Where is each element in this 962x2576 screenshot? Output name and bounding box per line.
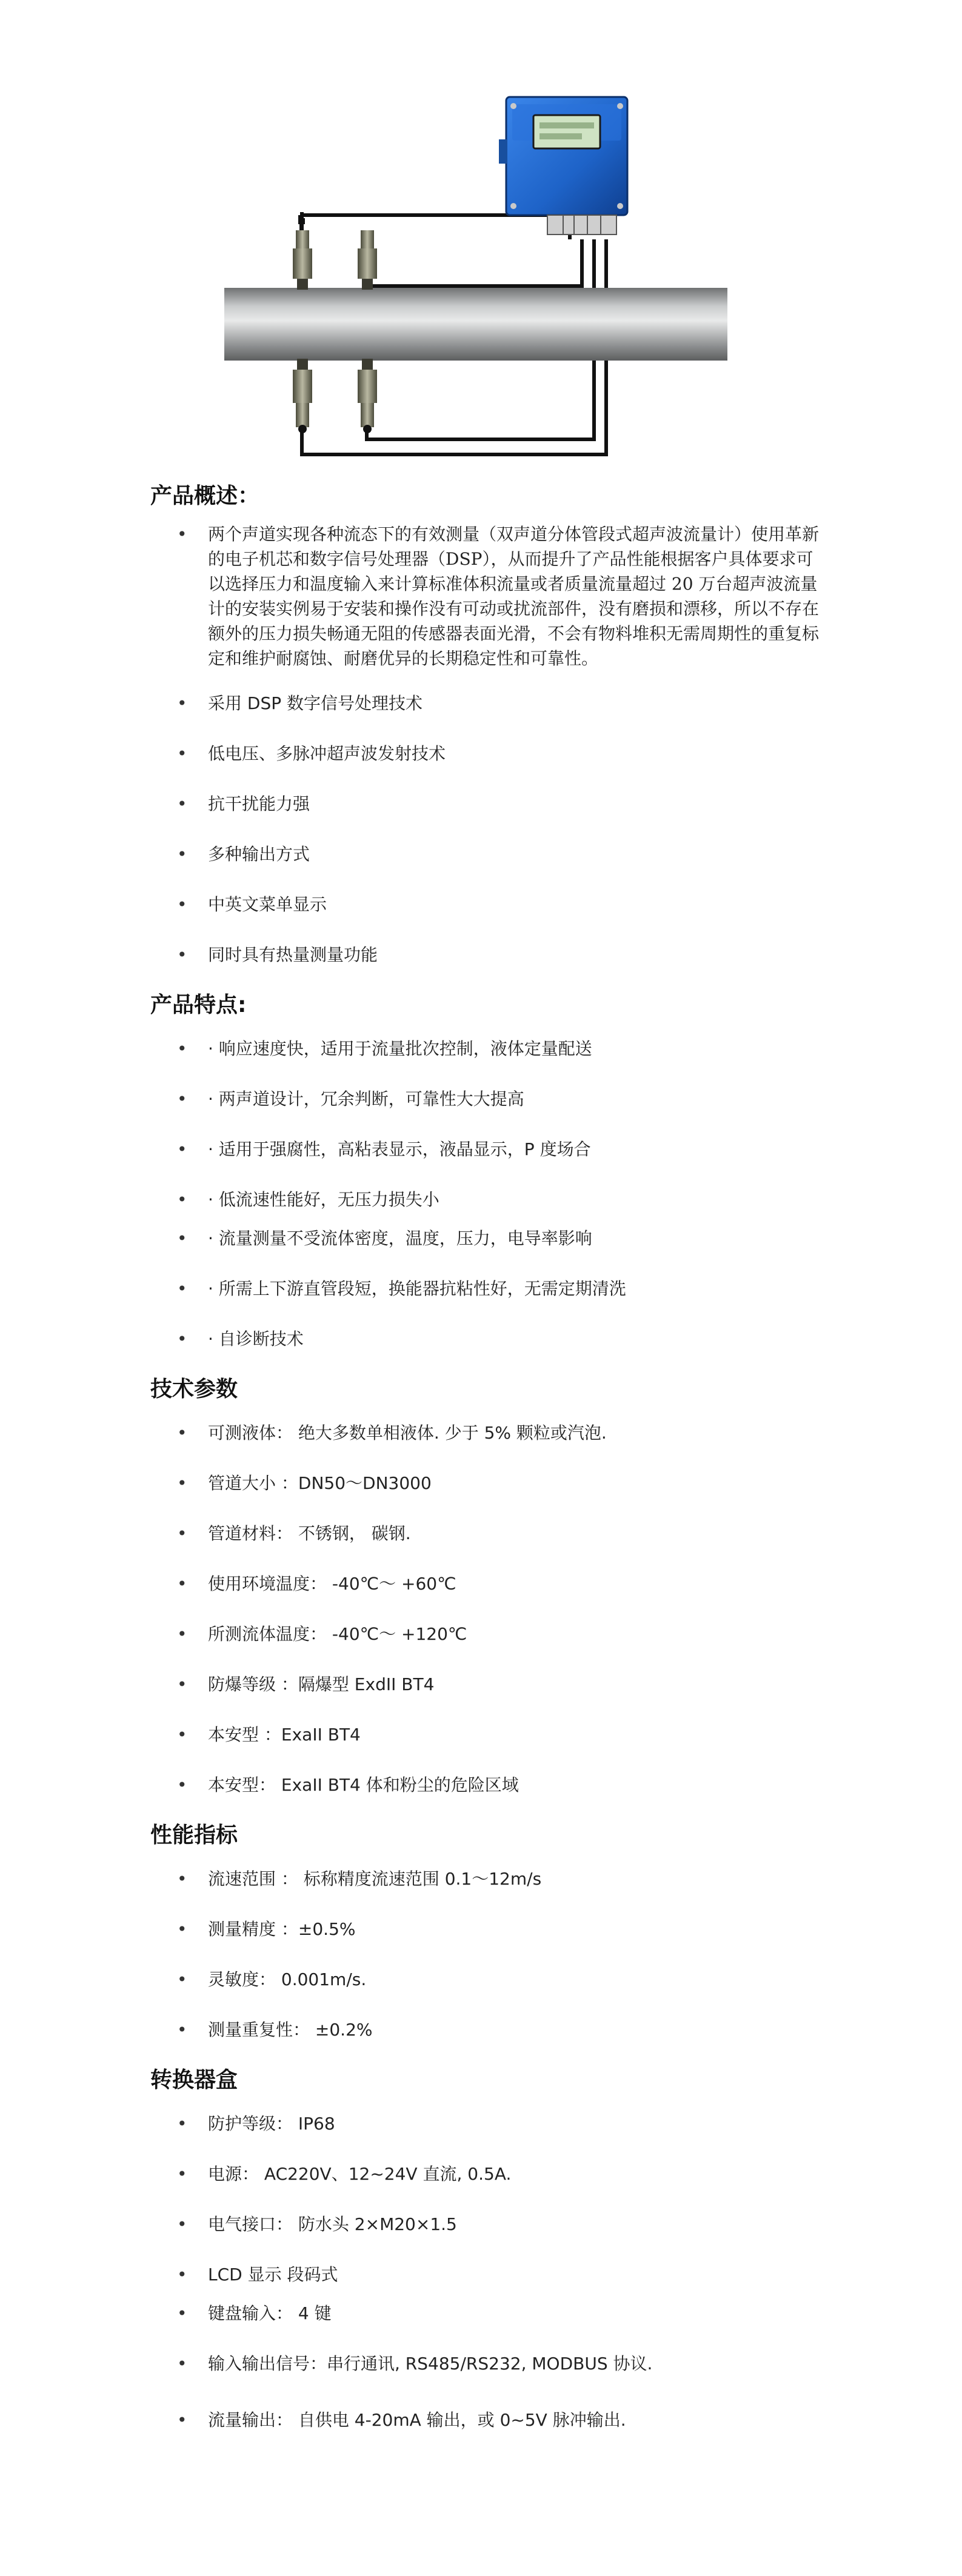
list-item: • 使用环境温度： -40℃～ +60℃ (150, 1572, 841, 1596)
list-item: • 防爆等级 ：隔爆型 ExdII BT4 (150, 1672, 841, 1697)
list-item: • 低电压、多脉冲超声波发射技术 (150, 742, 841, 766)
lower-transducer-right (358, 359, 377, 433)
list-item: • · 响应速度快，适用于流量批次控制，液体定量配送 (150, 1037, 841, 1061)
lower-transducer-left (293, 359, 312, 433)
list-item: • · 适用于强腐性，高粘表显示，液晶显示，P 度场合 (150, 1137, 841, 1162)
converter-heading: 转换器盒 (150, 2068, 238, 2092)
list-item: • 流量输出： 自供电 4-20mA 输出，或 0~5V 脉冲输出. (150, 2408, 841, 2432)
list-item: • 流速范围 ： 标称精度流速范围 0.1～12m/s (150, 1867, 841, 1891)
specs-list (150, 1421, 841, 1797)
upper-transducer-left (293, 230, 312, 290)
list-item: • · 所需上下游直管段短，换能器抗粘性好，无需定期清洗 (150, 1277, 841, 1301)
converter-box (499, 97, 627, 235)
overview-list (150, 522, 841, 967)
features-list (150, 1037, 841, 1351)
list-item: • 灵敏度： 0.001m/s. (150, 1968, 841, 1992)
list-item: • 本安型 ：ExaII BT4 (150, 1723, 841, 1747)
list-item: • 防护等级： IP68 (150, 2112, 841, 2136)
list-item: • · 流量测量不受流体密度，温度，压力，电导率影响 (150, 1226, 841, 1251)
list-item: • 电源： AC220V、12~24V 直流, 0.5A. (150, 2162, 841, 2186)
list-item: • 管道大小 ：DN50～DN3000 (150, 1471, 841, 1496)
flowmeter-installation-icon (206, 91, 752, 479)
performance-heading: 性能指标 (150, 1823, 238, 1848)
list-item: • 测量重复性： ±0.2% (150, 2018, 841, 2042)
list-item: • 采用 DSP 数字信号处理技术 (150, 691, 841, 716)
converter-list (150, 2112, 841, 2432)
list-item: • 管道材料： 不锈钢， 碳钢. (150, 1522, 841, 1546)
upper-transducer-right (358, 230, 377, 290)
list-item: • 可测液体： 绝大多数单相液体. 少于 5% 颗粒或汽泡. (150, 1421, 841, 1445)
specs-heading: 技术参数 (150, 1377, 238, 1402)
pipe (224, 288, 727, 361)
list-item: • 两个声道实现各种流态下的有效测量（双声道分体管段式超声波流量计）使用革新的电子机芯和数字信号处理器（DSP），从而提升了产品性能根据客户具体要求可以选择压力和温度输入来计算标准体积流量或者质量流量超过 20 万台超声波流量计的安装实例易于安装和操作没有可动或扰流部件，没有磨损和漂移，所以不存在额外的压力损失畅通无阻的传感器表面光滑，不会有物料堆积无需周期性的重复标定和维护耐腐蚀、耐磨优异的长期稳定性和可靠性。 (150, 522, 841, 671)
list-item: • 中英文菜单显示 (150, 893, 841, 917)
overview-heading: 产品概述： (150, 484, 260, 508)
list-item: • · 两声道设计，冗余判断，可靠性大大提高 (150, 1087, 841, 1111)
document-content (150, 479, 841, 2432)
list-item: • 键盘输入： 4 键 (150, 2301, 841, 2326)
list-item: • 本安型： ExaII BT4 体和粉尘的危险区域 (150, 1773, 841, 1797)
list-item: • 同时具有热量测量功能 (150, 943, 841, 967)
list-item: • 输入输出信号：串行通讯, RS485/RS232, MODBUS 协议. (150, 2352, 841, 2376)
list-item: • 电气接口： 防水头 2×M20×1.5 (150, 2212, 841, 2237)
list-item: • 所测流体温度： -40℃～ +120℃ (150, 1622, 841, 1646)
lcd-screen (533, 115, 600, 148)
list-item: • 测量精度 ：±0.5% (150, 1917, 841, 1942)
list-item: • 抗干扰能力强 (150, 792, 841, 816)
features-heading: 产品特点: (150, 993, 247, 1017)
list-item: • 多种输出方式 (150, 842, 841, 867)
list-item: • · 低流速性能好，无压力损失小 (150, 1188, 841, 1212)
list-item: • · 自诊断技术 (150, 1327, 841, 1351)
performance-list (150, 1867, 841, 2042)
list-item: • LCD 显示 段码式 (150, 2263, 841, 2287)
